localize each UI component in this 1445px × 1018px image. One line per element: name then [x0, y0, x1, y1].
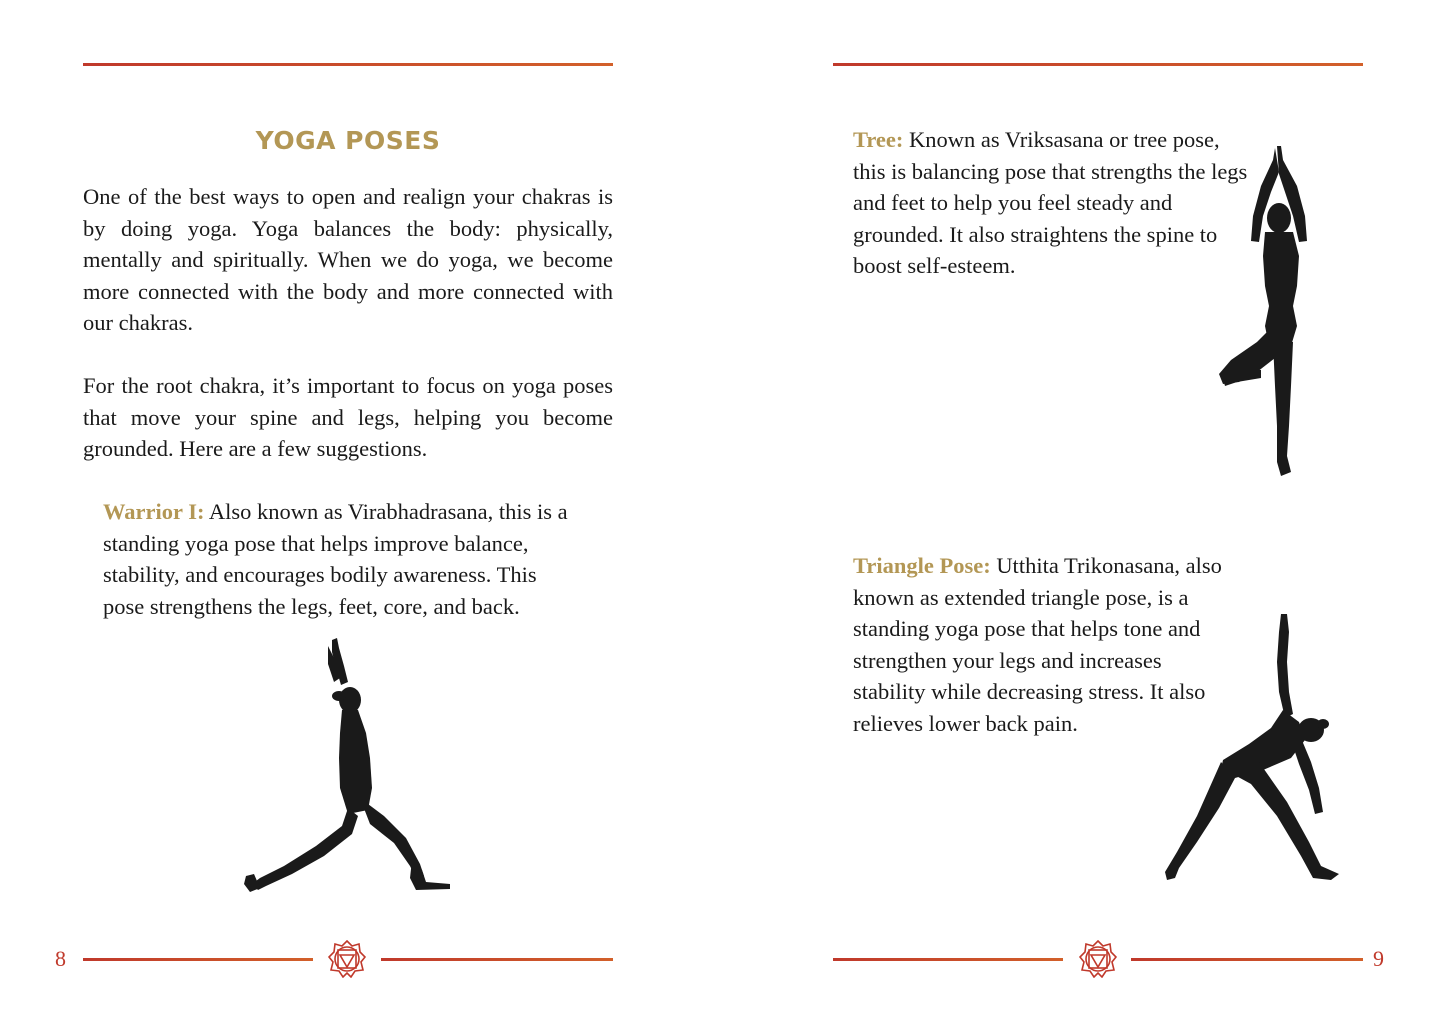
right-page	[723, 0, 1445, 1018]
tree-text: Known as Vriksasana or tree pose, this is balancing pose that strengths the legs and feet to help you feel steady and grounded. It also straightens the spine to boost self-esteem.	[853, 127, 1248, 279]
top-rule	[833, 63, 1363, 66]
page-number: 8	[55, 946, 66, 971]
page-heading: YOGA POSES	[255, 126, 441, 155]
tree-pose-silhouette-icon	[1217, 146, 1317, 478]
footer-rule-right	[381, 958, 613, 961]
warrior-pose-silhouette-icon	[244, 638, 454, 893]
top-rule	[83, 63, 613, 66]
triangle-label: Triangle Pose:	[853, 553, 991, 578]
root-chakra-paragraph: For the root chakra, it’s important to focus on yoga poses that move your spine and legs, helping you become grounded. Here are a few suggestions.	[83, 373, 613, 462]
left-page	[0, 0, 722, 1018]
warrior-label: Warrior I:	[103, 499, 205, 524]
page-number: 9	[1373, 946, 1384, 971]
intro-paragraph: One of the best ways to open and realign your chakras is by doing yoga. Yoga balances the body: physically, mentally and spiritually. When we do yoga, we become more connected with the body and more connected with our chakras.	[83, 184, 613, 336]
triangle-pose-silhouette-icon	[1163, 612, 1358, 884]
footer-rule-right	[1131, 958, 1363, 961]
tree-label: Tree:	[853, 127, 904, 152]
triangle-text: Utthita Trikonasana, also known as extended triangle pose, is a standing yoga pose that helps tone and strengthen your legs and increases stability while decreasing stress. It also relieves lower back pain.	[853, 553, 1222, 736]
footer-rule-left	[833, 958, 1063, 961]
root-chakra-icon	[1079, 940, 1117, 978]
warrior-description	[103, 496, 583, 622]
root-chakra-icon	[328, 940, 366, 978]
tree-description	[853, 124, 1253, 282]
footer-rule-left	[83, 958, 313, 961]
warrior-text: Also known as Virabhadrasana, this is a standing yoga pose that helps improve balance, stability, and encourages bodily awareness. This pose strengthens the legs, feet, core, and back.	[103, 499, 568, 619]
